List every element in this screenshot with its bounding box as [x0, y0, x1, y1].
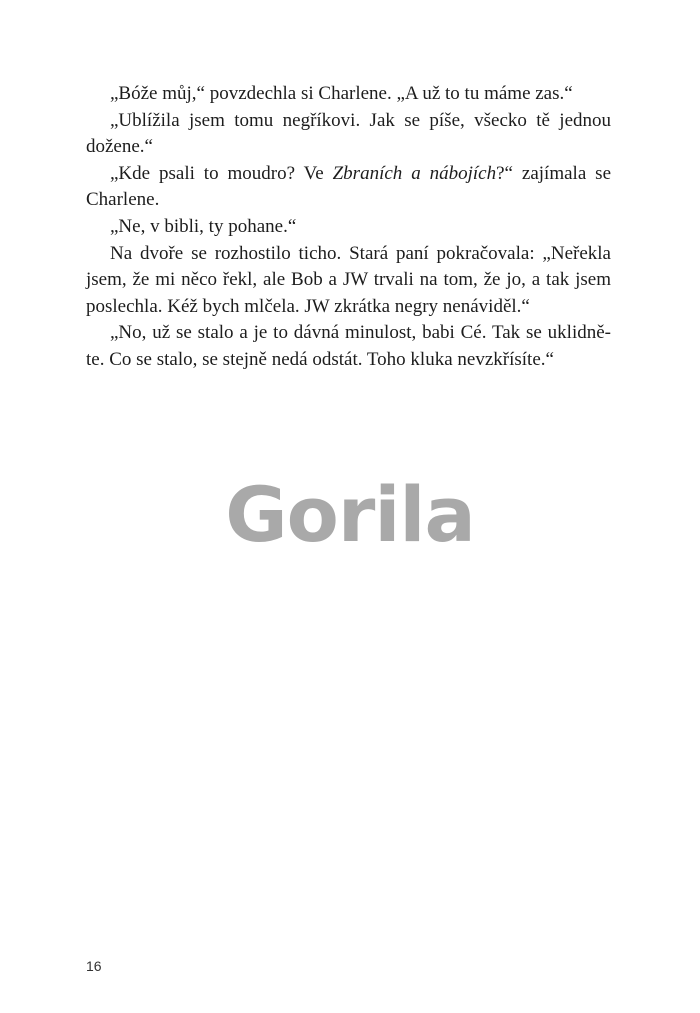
text-line: jsem, že mi něco řekl, ale Bob a JW trvali na tom, že jo, a tak jsem: [86, 269, 611, 291]
book-title-italic: Zbraních a nábojích: [332, 162, 497, 184]
text-line: „Bóže můj,“ povzdechla si Charlene. „A už to tu máme zas.“: [110, 83, 573, 104]
text-line: [86, 161, 611, 188]
text-line: poslechla. Kéž bych mlčela. JW zkrátka negry nenáviděl.“: [86, 295, 530, 317]
text-line: te. Co se stalo, se stejně nedá odstát. Toho kluka nevzkřísíte.“: [86, 348, 554, 370]
text-line: „Ublížila jsem tomu negříkovi. Jak se píše, všecko tě jednou: [110, 109, 611, 131]
text-line: „No, už se stalo a je to dávná minulost, babi Cé. Tak se uklidně-: [110, 322, 611, 344]
text-segment: ?“ zajímala se: [496, 162, 612, 184]
text-line: dožene.“: [86, 136, 153, 158]
watermark-logo: Gorila: [225, 470, 475, 559]
text-segment: „Kde psali to moudro? Ve: [110, 162, 333, 184]
text-line: „Ne, v bibli, ty pohane.“: [110, 215, 297, 237]
text-line: Charlene.: [86, 189, 160, 211]
body-text: [86, 81, 611, 374]
page-number: 16: [86, 958, 102, 974]
text-line: Na dvoře se rozhostilo ticho. Stará paní pokračovala: „Neřekla: [110, 242, 611, 264]
